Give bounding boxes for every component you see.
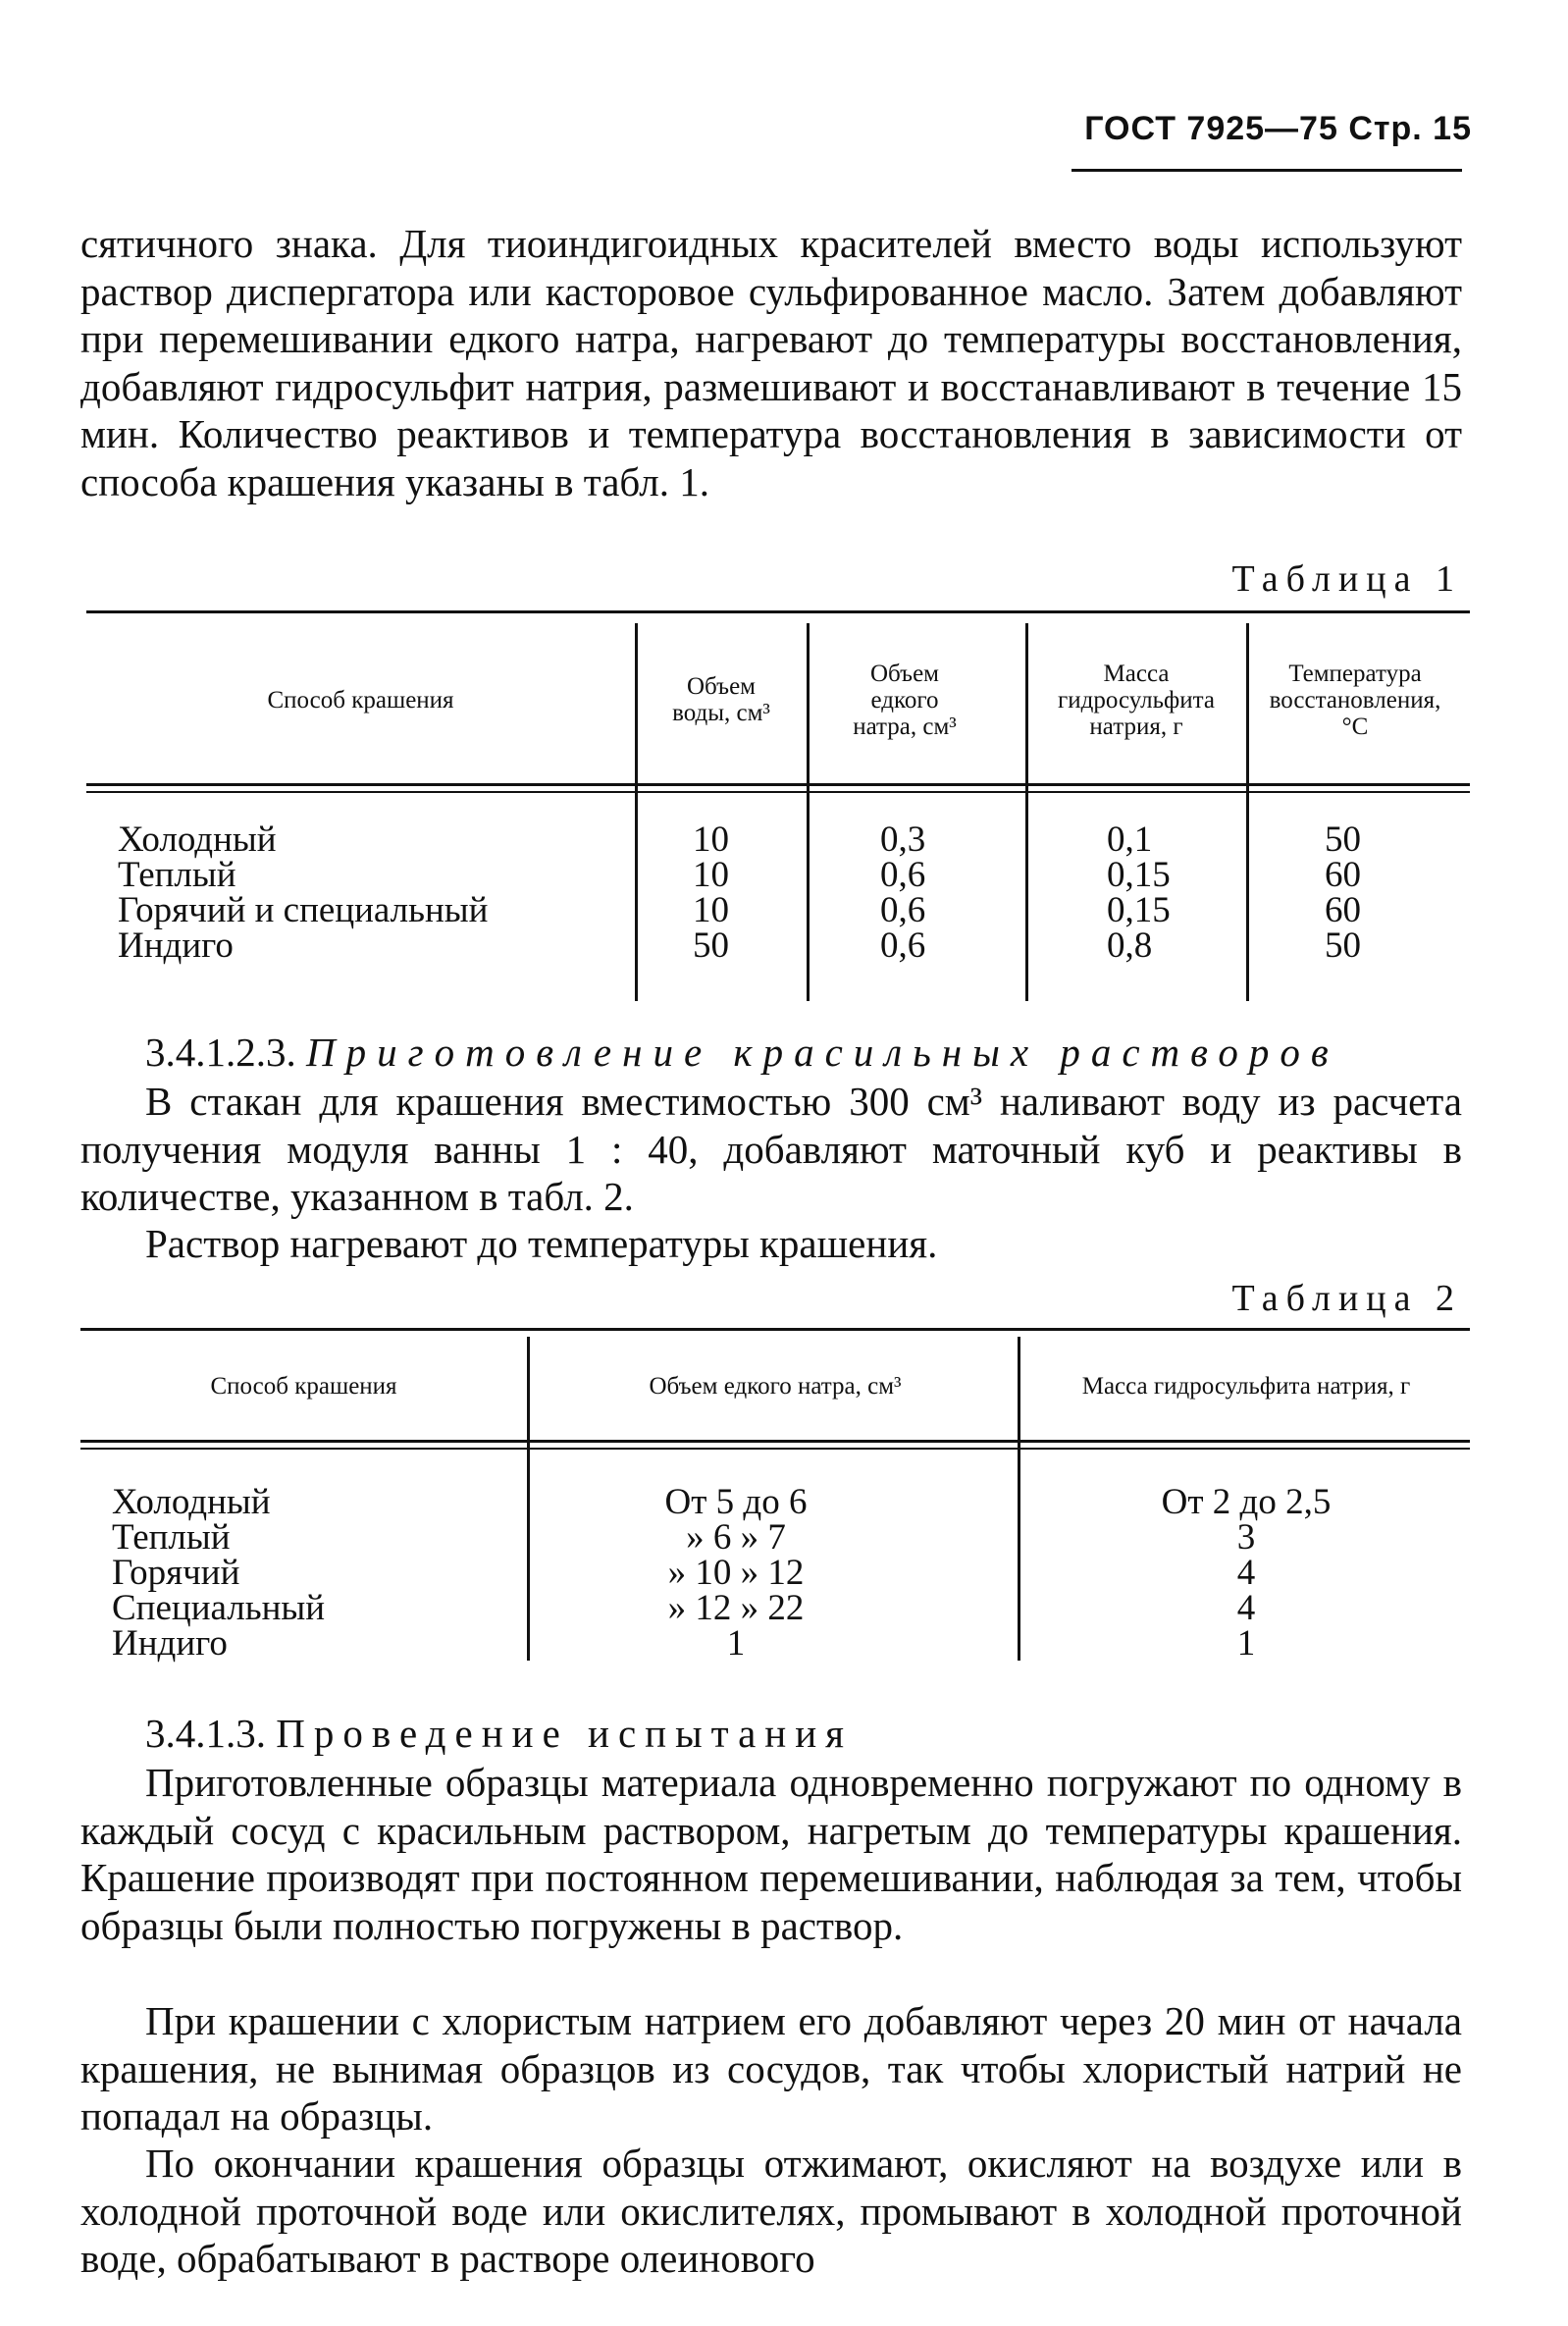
table1-header-method: Способ крашения — [267, 686, 454, 714]
table2-divider — [1018, 1337, 1020, 1661]
table2-cell: 1 — [1236, 1623, 1256, 1664]
header-rule — [1071, 169, 1462, 172]
table1-cell: 0,6 — [880, 890, 926, 930]
table2-header-rule-2 — [80, 1448, 1470, 1450]
table2-header-mass: Масса гидросульфита натрия, г — [1081, 1372, 1411, 1400]
table1-col-method — [118, 819, 489, 966]
table1-cell: 60 — [1325, 855, 1361, 895]
table2-caption: Таблица 2 — [1231, 1278, 1462, 1319]
table2-cell: Специальный — [112, 1588, 326, 1628]
table2-cell: Теплый — [112, 1517, 231, 1558]
table1-cell: 50 — [693, 925, 729, 966]
table1-cell: 0,8 — [1107, 925, 1153, 966]
section-heading — [145, 1029, 1339, 1076]
table1-cell: 50 — [1325, 925, 1361, 966]
section-number: 3.4.1.2.3. — [145, 1030, 296, 1075]
table2-cell: От 5 до 6 — [664, 1482, 808, 1522]
table1-cell: 50 — [1325, 819, 1361, 860]
paragraph: При крашении с хлористым натрием его добавляют через 20 мин от начала крашения, не вынимая образцов из сосудов, так чтобы хлористый натрий не попадал на образцы. — [80, 1998, 1462, 2139]
paragraph: В стакан для крашения вместимостью 300 см³ наливают воду из расчета получения модуля ванны 1 : 40, добавляют маточный куб и реактивы в количестве, указанном в табл. 2. — [80, 1079, 1462, 1219]
table1-header-rule-1 — [86, 783, 1470, 786]
table1-col-mass — [1107, 819, 1171, 966]
table2-cell: От 2 до 2,5 — [1161, 1482, 1332, 1522]
paragraph: Раствор нагревают до температуры крашения. — [145, 1221, 938, 1266]
page-header: ГОСТ 7925—75 Стр. 15 — [1084, 110, 1472, 147]
paragraph: По окончании крашения образцы отжимают, окисляют на воздухе или в холодной проточной воде или окислителях, промывают в холодной проточной воде, обрабатывают в растворе олеинового — [80, 2141, 1462, 2281]
paragraph-continuation: сятичного знака. Для тиоиндигоидных красителей вместо воды используют раствор диспергатора или касторовое сульфированное масло. Затем добавляют при перемешивании едкого натра, нагревают до температуры восстановления, добавляют гидросульфит натрия, размешивают и восстанавливают в течение 15 мин. Количество реактивов и температура восстановления в зависимости от способа крашения указаны в табл. 1. — [80, 221, 1462, 504]
table2-header-rule-1 — [80, 1440, 1470, 1443]
table2-cell: 4 — [1236, 1588, 1256, 1628]
table1-cell: Горячий и специальный — [118, 890, 489, 930]
table2-cell: Горячий — [112, 1553, 240, 1593]
table2-top-rule — [80, 1328, 1470, 1331]
table1-col-temp — [1325, 819, 1361, 966]
table1-cell: 10 — [693, 819, 729, 860]
section-title: Проведение испытания — [276, 1711, 854, 1756]
table1-cell: 0,6 — [880, 855, 926, 895]
table2-cell: » 10 » 12 — [667, 1553, 805, 1593]
table1-cell: 0,15 — [1107, 855, 1171, 895]
table2-divider — [527, 1337, 530, 1661]
table1-cell: 10 — [693, 855, 729, 895]
table1-caption: Таблица 1 — [1231, 558, 1462, 600]
table2-header-naoh: Объем едкого натра, см³ — [649, 1372, 902, 1400]
table2-cell: 3 — [1236, 1517, 1256, 1558]
table1-cell: 0,3 — [880, 819, 926, 860]
table1-divider — [1246, 623, 1249, 1001]
table2-cell: » 6 » 7 — [686, 1517, 786, 1558]
table1-divider — [1025, 623, 1028, 1001]
table1-header-temp: Температура восстановления, °С — [1269, 660, 1441, 740]
section-heading — [145, 1710, 853, 1757]
table2-cell: 1 — [726, 1623, 746, 1664]
table1-cell: 0,1 — [1107, 819, 1153, 860]
table1-divider — [807, 623, 810, 1001]
table2-col-method — [112, 1482, 326, 1664]
table2-cell: Индиго — [112, 1623, 228, 1664]
table1-cell: Индиго — [118, 925, 234, 966]
table1-header-rule-2 — [86, 791, 1470, 793]
table1-divider — [635, 623, 638, 1001]
table1-col-naoh — [880, 819, 926, 966]
paragraph: Приготовленные образцы материала одновременно погружают по одному в каждый сосуд с красильным раствором, нагретым до температуры крашения. Крашение производят при постоянном перемешивании, наблюдая за тем, чтобы образцы были полностью погружены в раствор. — [80, 1760, 1462, 1948]
section-number: 3.4.1.3. — [145, 1711, 266, 1756]
table1-cell: 10 — [693, 890, 729, 930]
table1-header-mass: Масса гидросульфита натрия, г — [1058, 660, 1215, 740]
table1-cell: Холодный — [118, 819, 277, 860]
table2-col-mass — [1099, 1482, 1393, 1664]
table1-col-water — [693, 819, 729, 966]
table1-cell: Теплый — [118, 855, 236, 895]
table1-cell: 0,15 — [1107, 890, 1171, 930]
table1-header-naoh: Объем едкого натра, см³ — [853, 660, 957, 740]
table2-cell: Холодный — [112, 1482, 271, 1522]
table2-cell: 4 — [1236, 1553, 1256, 1593]
table1-header-water: Объем воды, см³ — [672, 673, 770, 726]
table2-col-naoh — [589, 1482, 883, 1664]
table1-cell: 60 — [1325, 890, 1361, 930]
table2-cell: » 12 » 22 — [667, 1588, 805, 1628]
table2-header-method: Способ крашения — [210, 1372, 397, 1400]
table1-cell: 0,6 — [880, 925, 926, 966]
section-title: Приготовление красильных растворов — [306, 1030, 1339, 1075]
table1-top-rule — [86, 610, 1470, 613]
